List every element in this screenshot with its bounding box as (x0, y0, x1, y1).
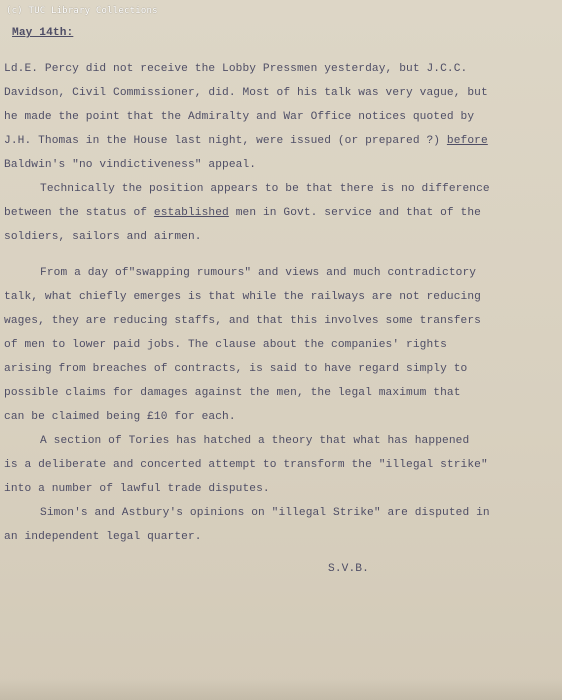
paragraph-5-line-2: an independent legal quarter. (4, 531, 202, 543)
paragraph-3-line-1: From a day of"swapping rumours" and views and much contradictory (40, 267, 477, 279)
paragraph-1-line-1: Ld.E. Percy did not receive the Lobby Pressmen yesterday, but J.C.C. (4, 63, 468, 75)
underlined-word-established: established (153, 207, 229, 219)
date-heading: May 14th: (12, 27, 74, 39)
paragraph-3-line-7: can be claimed being £10 for each. (4, 411, 236, 423)
paragraph-3-line-5: arising from breaches of contracts, is said to have regard simply to (4, 363, 468, 375)
paragraph-2-line-3: soldiers, sailors and airmen. (4, 231, 202, 243)
paragraph-4-line-1: A section of Tories has hatched a theory that what has happened (40, 435, 470, 447)
paragraph-3-line-4: of men to lower paid jobs. The clause about the companies' rights (4, 339, 447, 351)
paragraph-4-line-2: is a deliberate and concerted attempt to transform the "illegal strike" (4, 459, 488, 471)
paragraph-3-line-2: talk, what chiefly emerges is that while the railways are not reducing (4, 291, 481, 303)
paragraph-1-line-2: Davidson, Civil Commissioner, did. Most of his talk was very vague, but (4, 87, 488, 99)
paragraph-2-line-2-end: men in Govt. service and that of the (235, 207, 481, 219)
paragraph-1-line-4 (4, 135, 488, 147)
paragraph-2-line-1: Technically the position appears to be that there is no difference (40, 183, 490, 195)
paragraph-1-line-3: he made the point that the Admiralty and War Office notices quoted by (4, 111, 475, 123)
paragraph-3-line-3: wages, they are reducing staffs, and that this involves some transfers (4, 315, 481, 327)
page-bottom-shadow (0, 678, 562, 700)
paragraph-1-line-5: Baldwin's "no vindictiveness" appeal. (4, 159, 257, 171)
paragraph-5-line-1: Simon's and Astbury's opinions on "illegal Strike" are disputed in (40, 507, 490, 519)
paragraph-3-line-6: possible claims for damages against the men, the legal maximum that (4, 387, 461, 399)
signature-initials: S.V.B. (328, 563, 369, 575)
paragraph-1-line-4-text: J.H. Thomas in the House last night, were issued (or prepared ?) (4, 135, 441, 147)
copyright-watermark: (c) TUC Library Collections (6, 6, 158, 16)
paragraph-4-line-3: into a number of lawful trade disputes. (4, 483, 270, 495)
paragraph-2-line-2-start: between the status of (4, 207, 148, 219)
paragraph-2-line-2 (4, 207, 481, 219)
underlined-word-before: before (446, 135, 488, 147)
